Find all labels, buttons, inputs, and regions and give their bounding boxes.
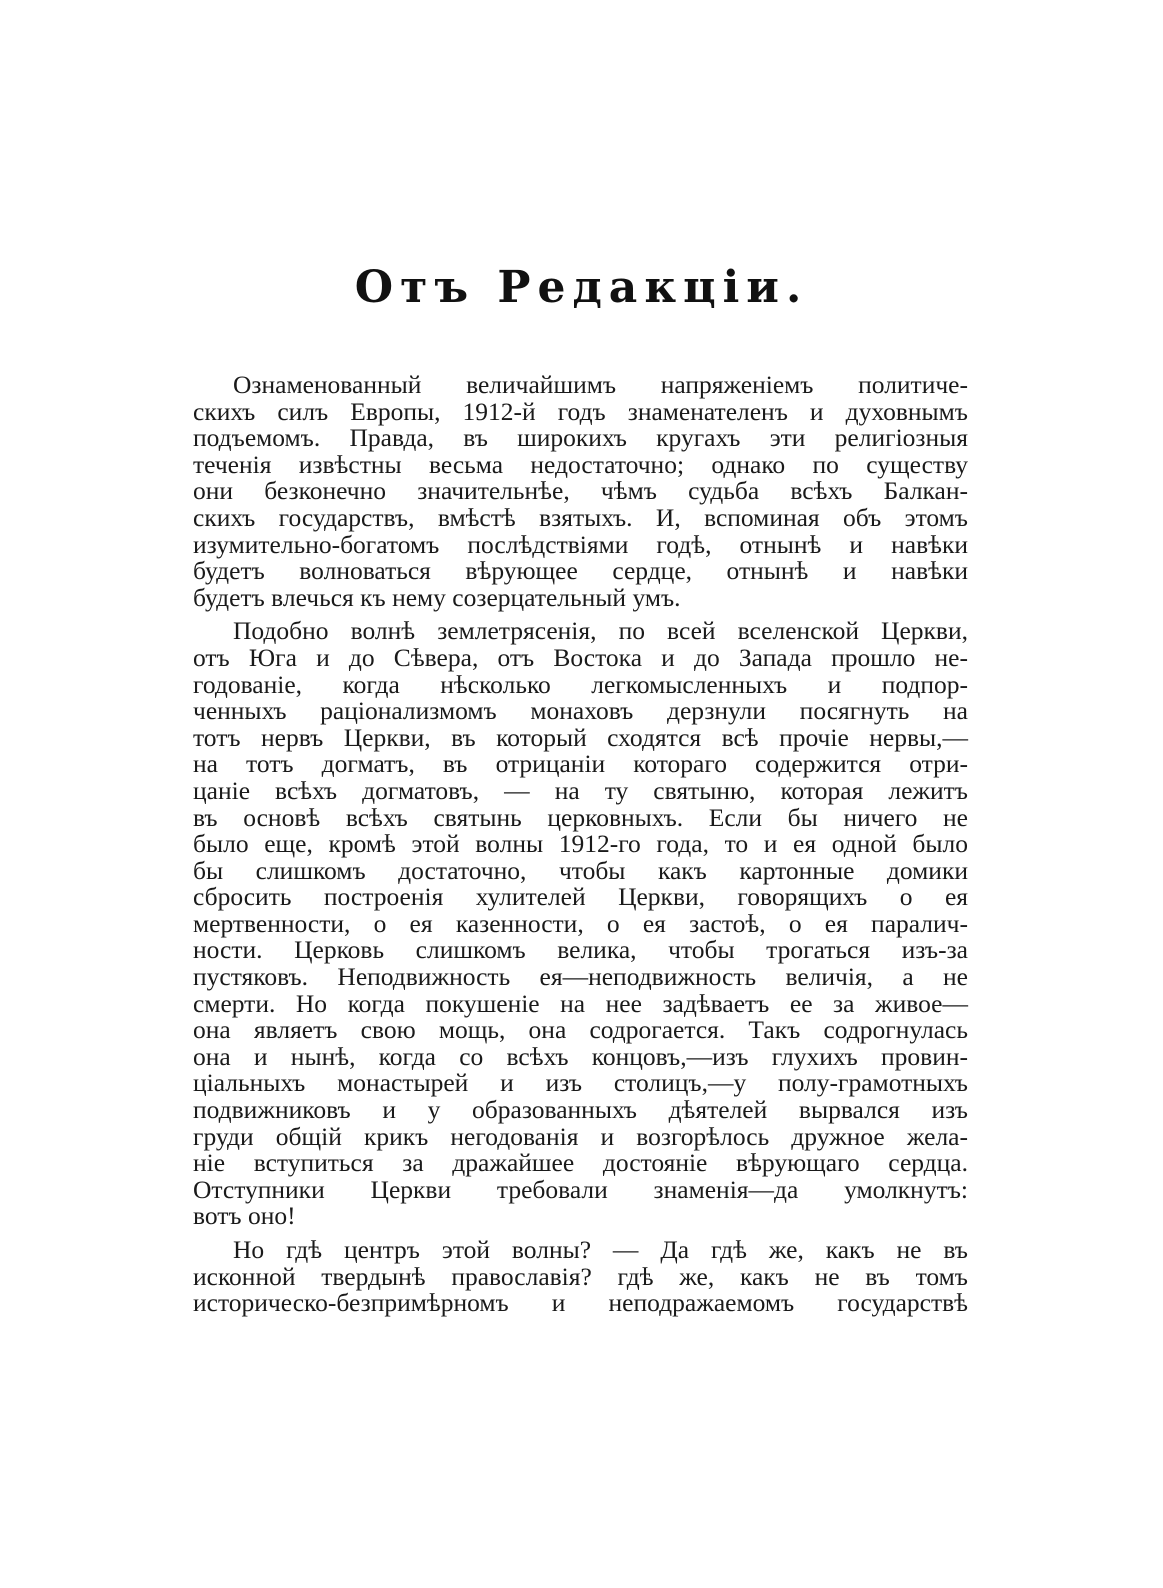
text-line: тотъ нервъ Церкви, въ который сходятся всѣ прочіе нервы,— xyxy=(193,722,968,752)
page-title: Отъ Редакціи. xyxy=(354,262,809,313)
paragraph-2 xyxy=(193,618,968,1230)
text-line: подъемомъ. Правда, въ широкихъ кругахъ эти религіозныя xyxy=(193,423,968,453)
paragraph-1 xyxy=(193,372,968,611)
text-line: историческо-безпримѣрномъ и неподражаемомъ государствѣ xyxy=(193,1288,968,1318)
text-line: исконной твердынѣ православія? гдѣ же, какъ не въ томъ xyxy=(193,1261,968,1291)
paragraph-3 xyxy=(193,1237,968,1317)
text-line: скихъ государствъ, вмѣстѣ взятыхъ. И, вспоминая объ этомъ xyxy=(193,502,968,532)
text-line: Подобно волнѣ землетрясенія, по всей вселенской Церкви, xyxy=(233,616,968,646)
text-line: ціальныхъ монастырей и изъ столицъ,—у полу-грамотныхъ xyxy=(193,1068,968,1098)
text-line: годованіе, когда нѣсколько легкомысленныхъ и подпор- xyxy=(193,669,968,699)
text-line: теченія извѣстны весьма недостаточно; однако по существу xyxy=(193,449,968,479)
text-line: она и нынѣ, когда со всѣхъ концовъ,—изъ глухихъ провин- xyxy=(193,1041,968,1071)
text-line: скихъ силъ Европы, 1912-й годъ знаменателенъ и духовнымъ xyxy=(193,396,968,426)
text-line: Ознаменованный величайшимъ напряженіемъ политиче- xyxy=(233,370,968,399)
text-line: вотъ оно! xyxy=(193,1201,296,1231)
text-line: будетъ влечься къ нему созерцательный умъ. xyxy=(193,582,681,612)
text-line: они безконечно значительнѣе, чѣмъ судьба всѣхъ Балкан- xyxy=(193,476,968,506)
text-line: бы слишкомъ достаточно, чтобы какъ картонные домики xyxy=(193,855,968,885)
text-line: ченныхъ раціонализмомъ монаховъ дерзнули посягнуть на xyxy=(193,696,968,726)
text-line: мертвенности, о ея казенности, о ея застоѣ, о ея паралич- xyxy=(193,908,968,938)
text-line: ности. Церковь слишкомъ велика, чтобы трогаться изъ-за xyxy=(193,935,968,965)
text-line: подвижниковъ и у образованныхъ дѣятелей вырвался изъ xyxy=(193,1095,968,1125)
text-line: на тотъ догматъ, въ отрицаніи котораго содержится отри- xyxy=(193,749,968,779)
text-line: сбросить построенія хулителей Церкви, говорящихъ о ея xyxy=(193,882,968,912)
text-line: было еще, кромѣ этой волны 1912-го года, то и ея одной было xyxy=(193,829,968,859)
text-line: груди общій крикъ негодованія и возгорѣлось дружное жела- xyxy=(193,1121,968,1151)
body-text xyxy=(193,372,968,1317)
text-line: Но гдѣ центръ этой волны? — Да гдѣ же, какъ не въ xyxy=(233,1235,968,1264)
text-line: смерти. Но когда покушеніе на нее задѣваетъ ее за живое— xyxy=(193,988,968,1018)
text-line: цаніе всѣхъ догматовъ, — на ту святыню, которая лежитъ xyxy=(193,775,968,805)
text-line: отъ Юга и до Сѣвера, отъ Востока и до Запада прошло не- xyxy=(193,642,968,672)
text-line: пустяковъ. Неподвижность ея—неподвижность величія, а не xyxy=(193,962,968,992)
text-line: Отступники Церкви требовали знаменія—да умолкнутъ: xyxy=(193,1174,968,1204)
text-line: будетъ волноваться вѣрующее сердце, отнынѣ и навѣки xyxy=(193,556,968,586)
text-line: изумительно-богатомъ послѣдствіями годѣ, отнынѣ и навѣки xyxy=(193,529,968,559)
text-line: ніе вступиться за дражайшее достояніе вѣрующаго сердца. xyxy=(193,1148,968,1178)
text-line: въ основѣ всѣхъ святынь церковныхъ. Если бы ничего не xyxy=(193,802,968,832)
text-line: она являетъ свою мощь, она содрогается. Такъ содрогнулась xyxy=(193,1015,968,1045)
